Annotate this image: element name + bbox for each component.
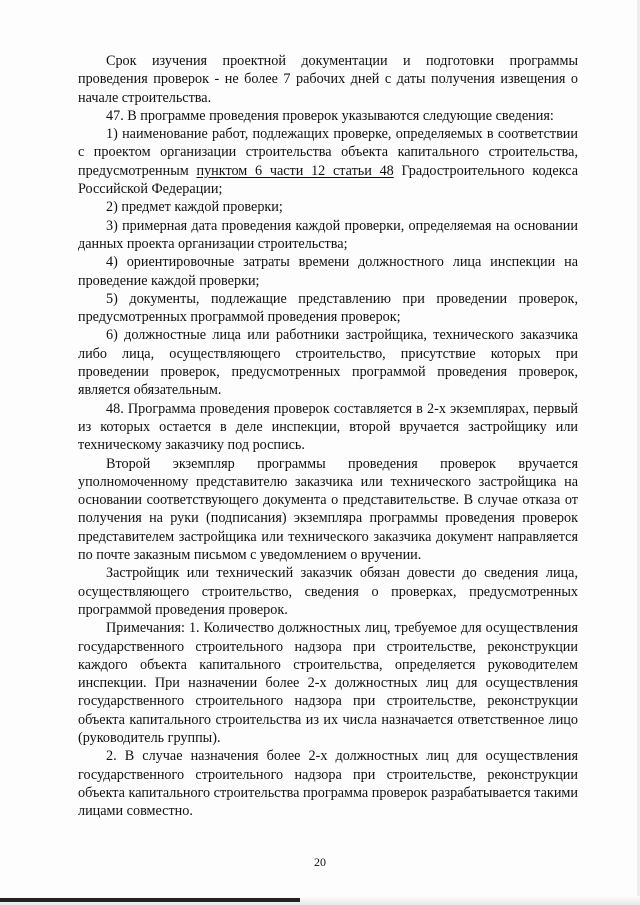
list-item-1-tail: Градостроительного кодекса Российской Федерации; [78,162,579,198]
paragraph-item-47: 47. В программе проведения проверок указываются следующие сведения: [106,107,554,124]
list-item-1-text: 1) наименование работ, подлежащих проверке, определяемых в соответствии с проектом организации строительства объекта капитального строительства, предусмотренным [78,126,578,179]
paragraph-developer-obligation: Застройщик или технический заказчик обязан довести до сведения лица, осуществляющего строительство, сведения о проверках, предусмотренных программой проведения проверок. [78,565,578,618]
law-reference-link[interactable]: пунктом 6 части 12 статьи 48 [196,162,394,179]
paragraph-deadline: Срок изучения проектной документации и подготовки программы проведения проверок - не более 7 рабочих дней с даты получения извещения о начале строительства. [78,53,578,106]
page-number: 20 [314,855,326,869]
paragraph-list-item-5: 5) документы, подлежащие представлению при проведении проверок, предусмотренных программой проведения проверок; [78,290,578,326]
paragraph-item-48: 48. Программа проведения проверок составляется в 2-х экземплярах, первый из которых остается в деле инспекции, второй вручается застройщику или техническому заказчику под роспись. [78,400,578,454]
paragraph-note-2: 2. В случае назначения более 2-х должностных лиц для осуществления государственного строительного надзора при строительстве, реконструкции объекта капитального строительства программа проверок разрабатывается такими лицами совместно. [78,748,578,820]
scan-artifact-bar [0,898,300,902]
paragraph-list-item-4: 4) ориентировочные затраты времени должностного лица инспекции на проведение каждой проверки; [78,254,578,289]
paragraph-list-item-1 [78,125,578,198]
paragraph-list-item-3: 3) примерная дата проведения каждой проверки, определяемая на основании данных проекта организации строительства; [78,217,578,252]
paragraph-list-item-2: 2) предмет каждой проверки; [106,199,283,216]
paragraph-list-item-6: 6) должностные лица или работники застройщика, технического заказчика либо лица, осуществляющего строительство, присутствие которых при проведении проверок, предусмотренных программой проведения проверок, является обязательным. [78,327,578,399]
paragraph-second-copy: Второй экземпляр программы проведения проверок вручается уполномоченному представителю заказчика или технического застройщика на основании соответствующего документа о представительстве. В случае отказа от получения на руки (подписания) экземпляра программы проведения проверок представителем застройщика или технического заказчика документ направляется по почте заказным письмом с уведомлением о вручении. [78,455,578,564]
paragraph-note-1: Примечания: 1. Количество должностных лиц, требуемое для осуществления государственного строительного надзора при строительстве, реконструкции каждого объекта капитального строительства, определяется руководителем инспекции. При назначении более 2-х должностных лиц для осуществления государственного строительного надзора при строительстве, реконструкции объекта капитального строительства из их числа назначается ответственное лицо (руководитель группы). [78,620,578,746]
document-body [78,52,578,820]
